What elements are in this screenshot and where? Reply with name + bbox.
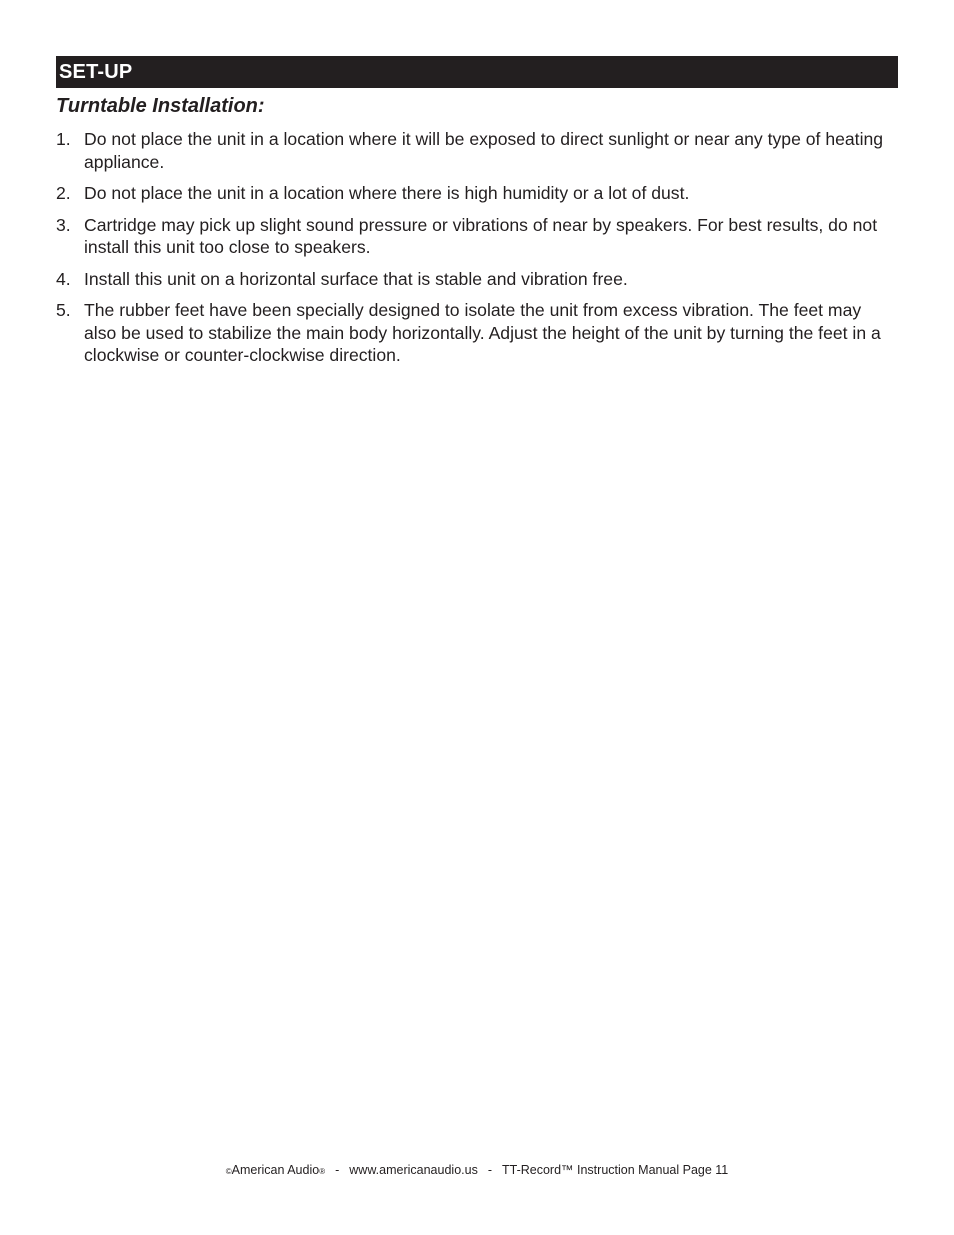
copyright-symbol: ©	[225, 1167, 232, 1176]
list-item-text: The rubber feet have been specially designed to isolate the unit from excess vibration. The feet may also be used to stabilize the main body horizontally. Adjust the height of the unit by turning the feet in a clockwise or counter-clockwise direction.	[84, 300, 881, 365]
list-item	[56, 268, 898, 291]
section-header-bar	[56, 56, 898, 88]
list-item-number: 5.	[56, 300, 71, 320]
list-item-text: Cartridge may pick up slight sound pressure or vibrations of near by speakers. For best results, do not install this unit too close to speakers.	[84, 214, 878, 257]
installation-list	[56, 128, 898, 376]
list-item-number: 2.	[56, 183, 71, 203]
list-item	[56, 128, 898, 173]
list-item	[56, 214, 898, 259]
footer-separator: -	[335, 1163, 340, 1177]
footer-website: www.americanaudio.us	[349, 1163, 478, 1177]
list-item-text: Do not place the unit in a location where it will be exposed to direct sunlight or near any type of heating appliance.	[84, 129, 884, 172]
footer-brand: American Audio	[231, 1163, 320, 1177]
subheading: Turntable Installation:	[56, 95, 265, 117]
list-item-number: 3.	[56, 214, 71, 235]
list-item-number: 4.	[56, 268, 71, 289]
section-title: SET-UP	[59, 61, 133, 83]
page-footer	[0, 1162, 954, 1180]
list-item-text: Do not place the unit in a location where there is high humidity or a lot of dust.	[84, 183, 690, 203]
list-item	[56, 182, 898, 205]
registered-symbol: ®	[319, 1167, 326, 1176]
list-item-number: 1.	[56, 129, 71, 149]
footer-manual-page: TT-Record™ Instruction Manual Page 11	[502, 1163, 729, 1177]
list-item	[56, 299, 898, 367]
footer-separator: -	[487, 1163, 492, 1177]
list-item-text: Install this unit on a horizontal surface that is stable and vibration free.	[84, 268, 628, 289]
